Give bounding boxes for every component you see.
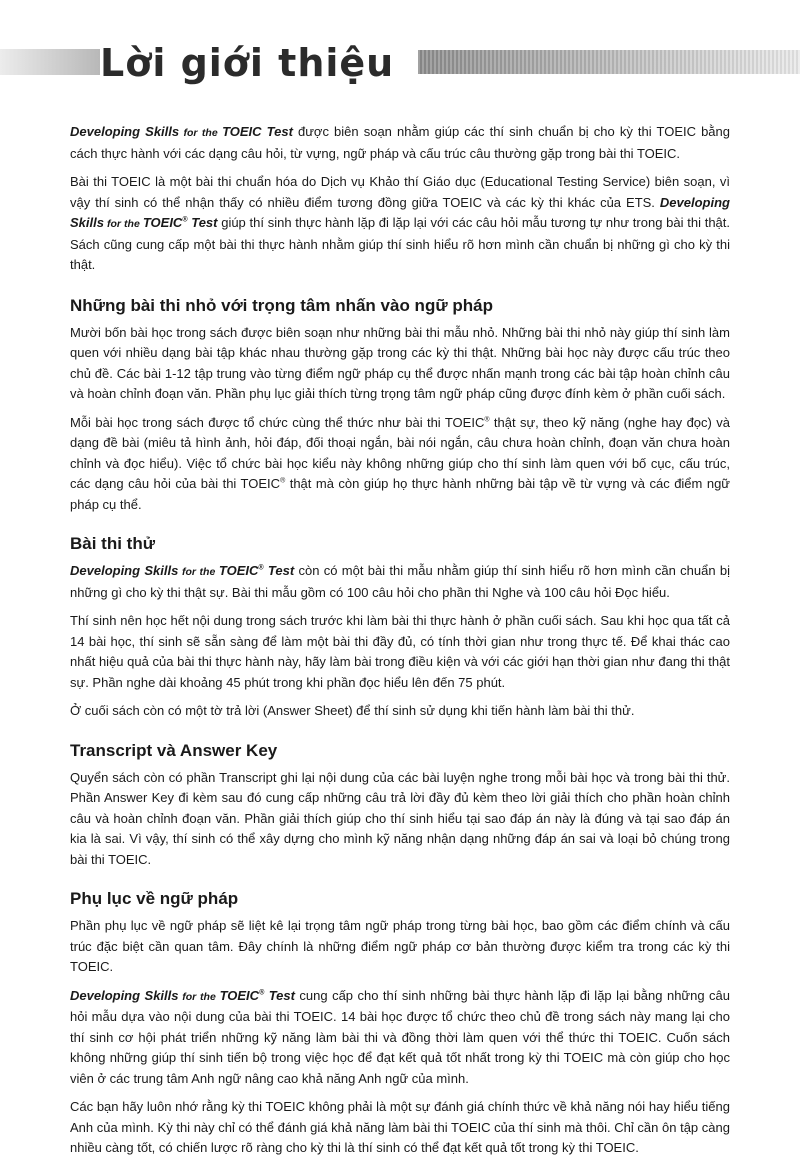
book-title-suffix: Test [261,124,293,139]
book-title-prefix: Developing Skills [70,987,179,1003]
section-heading-grammar-appendix: Phụ lục về ngữ pháp [70,889,239,908]
book-title-prefix: Developing Skills [70,563,179,578]
book-title-for-the: for the [178,990,220,1003]
transcript-paragraph-1: Quyển sách còn có phần Transcript ghi lại nội dung của các bài luyện nghe trong mỗi bài học và trong bài thi thử. Phần Answer Key đi kèm sau đó cung cấp những câu trả lời đầy đủ kèm theo lời giải thích cho phần hoàn chỉnh câu và hoàn chỉnh đoạn văn. Phần giải thích giúp cho thí sinh hiểu tại sao đáp án này là đúng và tại sao đáp án kia là sai. Vì vậy, thí sinh có thể xây dựng cho mình kỹ năng nhận dạng những đáp án sai và loại bỏ chúng trong bài thi TOEIC. [70,769,730,867]
book-title-name: TOEIC [219,987,260,1003]
registered-mark: ® [258,564,264,572]
intro-paragraph-1 [70,122,730,164]
book-title-name: TOEIC [142,215,183,230]
appendix-paragraph-2 [70,986,730,1090]
registered-mark: ® [484,416,490,424]
practice-test-paragraph-1 [70,561,730,603]
registered-mark: ® [280,477,286,485]
title-band-left [0,49,100,75]
practice-test-paragraph-2: Thí sinh nên học hết nội dung trong sách trước khi làm bài thi thực hành ở phần cuối sách. Sau khi học qua tất cả 14 bài học, thí sinh sẽ sẵn sàng để làm một bài thi đầy đủ, có tính thời gian như trong thực tế. Để khai thác cao nhất hiệu quả của bài thi thực hành này, hãy làm bài trong điều kiện và với các giới hạn thời gian như đang thi thật sự. Phần nghe dài khoảng 45 phút trong khi phần đọc hiểu lên đến 75 phút. [70,613,730,690]
practice-test-paragraph-3: Ở cuối sách còn có một tờ trả lời (Answer Sheet) để thí sinh sử dụng khi tiến hành làm bài thi thử. [70,703,635,718]
section-heading-practice-test: Bài thi thử [70,534,156,553]
intro-paragraph-2-text-b: giúp thí sinh thực hành lặp đi lặp lại với các câu hỏi mẫu tương tự như trong bài thi thật. Sách cũng cung cấp một bài thi thực hành nhằm giúp thí sinh hiểu rõ hơn mình cần chuẩn bị những gì cho kỳ thi thật. [70,215,730,272]
book-title-suffix: Test [187,215,218,230]
book-title-prefix: Developing Skills [70,124,180,139]
book-title-suffix: Test [264,987,295,1003]
grammar-tests-paragraph-2-text-b: thật sự, theo kỹ năng (nghe hay đọc) và dạng đề bài (miêu tả hình ảnh, hỏi đáp, đối thoại ngắn, bài nói ngắn, câu chưa hoàn chỉnh, đoạn văn chưa hoàn chỉnh và đọc hiểu). Việc tổ chức bài học kiểu này không những giúp cho thí sinh làm quen với bố cục, cấu trúc, các dạng câu hỏi của bài thi TOEIC [70,414,730,491]
title-bar [0,40,800,86]
book-title-for-the: for the [178,566,219,578]
grammar-tests-paragraph-2-text-c: thật mà còn giúp họ thực hành những bài tập về từ vựng và các điểm ngữ pháp cụ thể. [70,476,730,512]
book-title-prefix: Developing Skills [70,194,730,230]
book-title-name: TOEIC [218,563,259,578]
appendix-paragraph-1: Phần phụ lục về ngữ pháp sẽ liệt kê lại trọng tâm ngữ pháp trong từng bài học, bao gồm các điểm chính và cấu trúc đặc biệt cần quan tâm. Đây chính là những điểm ngữ pháp cơ bản thường được kiểm tra trong các kỳ thi TOEIC. [70,918,730,974]
page-content [70,122,730,1167]
title-band-right [418,50,800,74]
page-title: Lời giới thiệu [100,41,395,85]
registered-mark: ® [259,989,265,997]
book-title-suffix: Test [263,563,295,578]
grammar-tests-paragraph-2 [70,413,730,516]
appendix-paragraph-3: Các bạn hãy luôn nhớ rằng kỳ thi TOEIC không phải là một sự đánh giá chính thức về khả năng nói hay hiểu tiếng Anh của mình. Kỳ thi này chỉ có thể đánh giá khả năng làm bài thi TOEIC của thí sinh mà thôi. Chỉ cần ôn tập càng nhiều càng tốt, có chiến lược rõ ràng cho kỳ thi là thí sinh có thể đạt kết quả tốt trong kỳ thi TOEIC. [70,1099,730,1155]
book-title [70,124,293,139]
intro-paragraph-2 [70,172,730,276]
intro-paragraph-2-text-a: Bài thi TOEIC là một bài thi chuẩn hóa do Dịch vụ Khảo thí Giáo dục (Educational Testing Service) biên soạn, vì vậy thí sinh có thể nhận thấy có nhiều điểm tương đồng giữa TOEIC và các kỳ thi khác của ETS. [70,174,730,210]
book-title [70,563,294,578]
practice-test-paragraph-1-text: còn có một bài thi mẫu nhằm giúp thí sinh hiểu rõ hơn mình cần chuẩn bị những gì cho kỳ thi thật sự. Bài thi mẫu gồm có 100 câu hỏi cho phần thi Nghe và 100 câu hỏi Đọc hiểu. [70,563,730,600]
book-title-for-the: for the [179,127,223,139]
section-heading-grammar-tests: Những bài thi nhỏ với trọng tâm nhấn vào ngữ pháp [70,295,493,315]
book-title [70,988,295,1003]
section-heading-transcript-answer-key: Transcript và Answer Key [70,740,278,760]
intro-paragraph-1-text: được biên soạn nhằm giúp các thí sinh chuẩn bị cho kỳ thi TOEIC bằng cách thực hành với các dạng câu hỏi, từ vựng, ngữ pháp và cấu trúc câu thường gặp trong bài thi TOEIC. [70,124,730,161]
book-title-name: TOEIC [222,124,262,139]
registered-mark: ® [182,216,188,224]
grammar-tests-paragraph-1: Mười bốn bài học trong sách được biên soạn như những bài thi mẫu nhỏ. Những bài thi nhỏ này giúp thí sinh làm quen với nhiều dạng bài tập khác nhau thường gặp trong các kỳ thi thật. Những bài học này được cấu trúc theo chủ đề. Các bài 1-12 tập trung vào từng điểm ngữ pháp cụ thể được nhấn mạnh trong các bài tập hoàn chỉnh câu và hoàn chỉnh đoạn văn. Phần phụ lục giải thích từng trọng tâm ngữ pháp cũng được đính kèm ở phần cuối sách. [70,324,730,401]
book-title-for-the: for the [103,218,143,230]
grammar-tests-paragraph-2-text-a: Mỗi bài học trong sách được tổ chức cùng thể thức như bài thi TOEIC [70,414,485,430]
appendix-paragraph-2-text: cung cấp cho thí sinh những bài thực hành lặp đi lặp lại bằng những câu hỏi mẫu dựa vào nội dung của bài thi TOEIC. 14 bài học được tổ chức theo chủ đề trong sách này mang lại cho thí sinh cơ hội phát triển những kỹ năng làm bài thi và đồng thời làm quen với thể thức thi TOEIC. Cuốn sách không những giúp thí sinh tiến bộ trong việc học để đạt kết quả tốt nhất trong kỳ thi TOEIC mà còn giúp cho học viên ở các trung tâm Anh ngữ nâng cao khả năng Anh ngữ của mình. [70,987,731,1086]
